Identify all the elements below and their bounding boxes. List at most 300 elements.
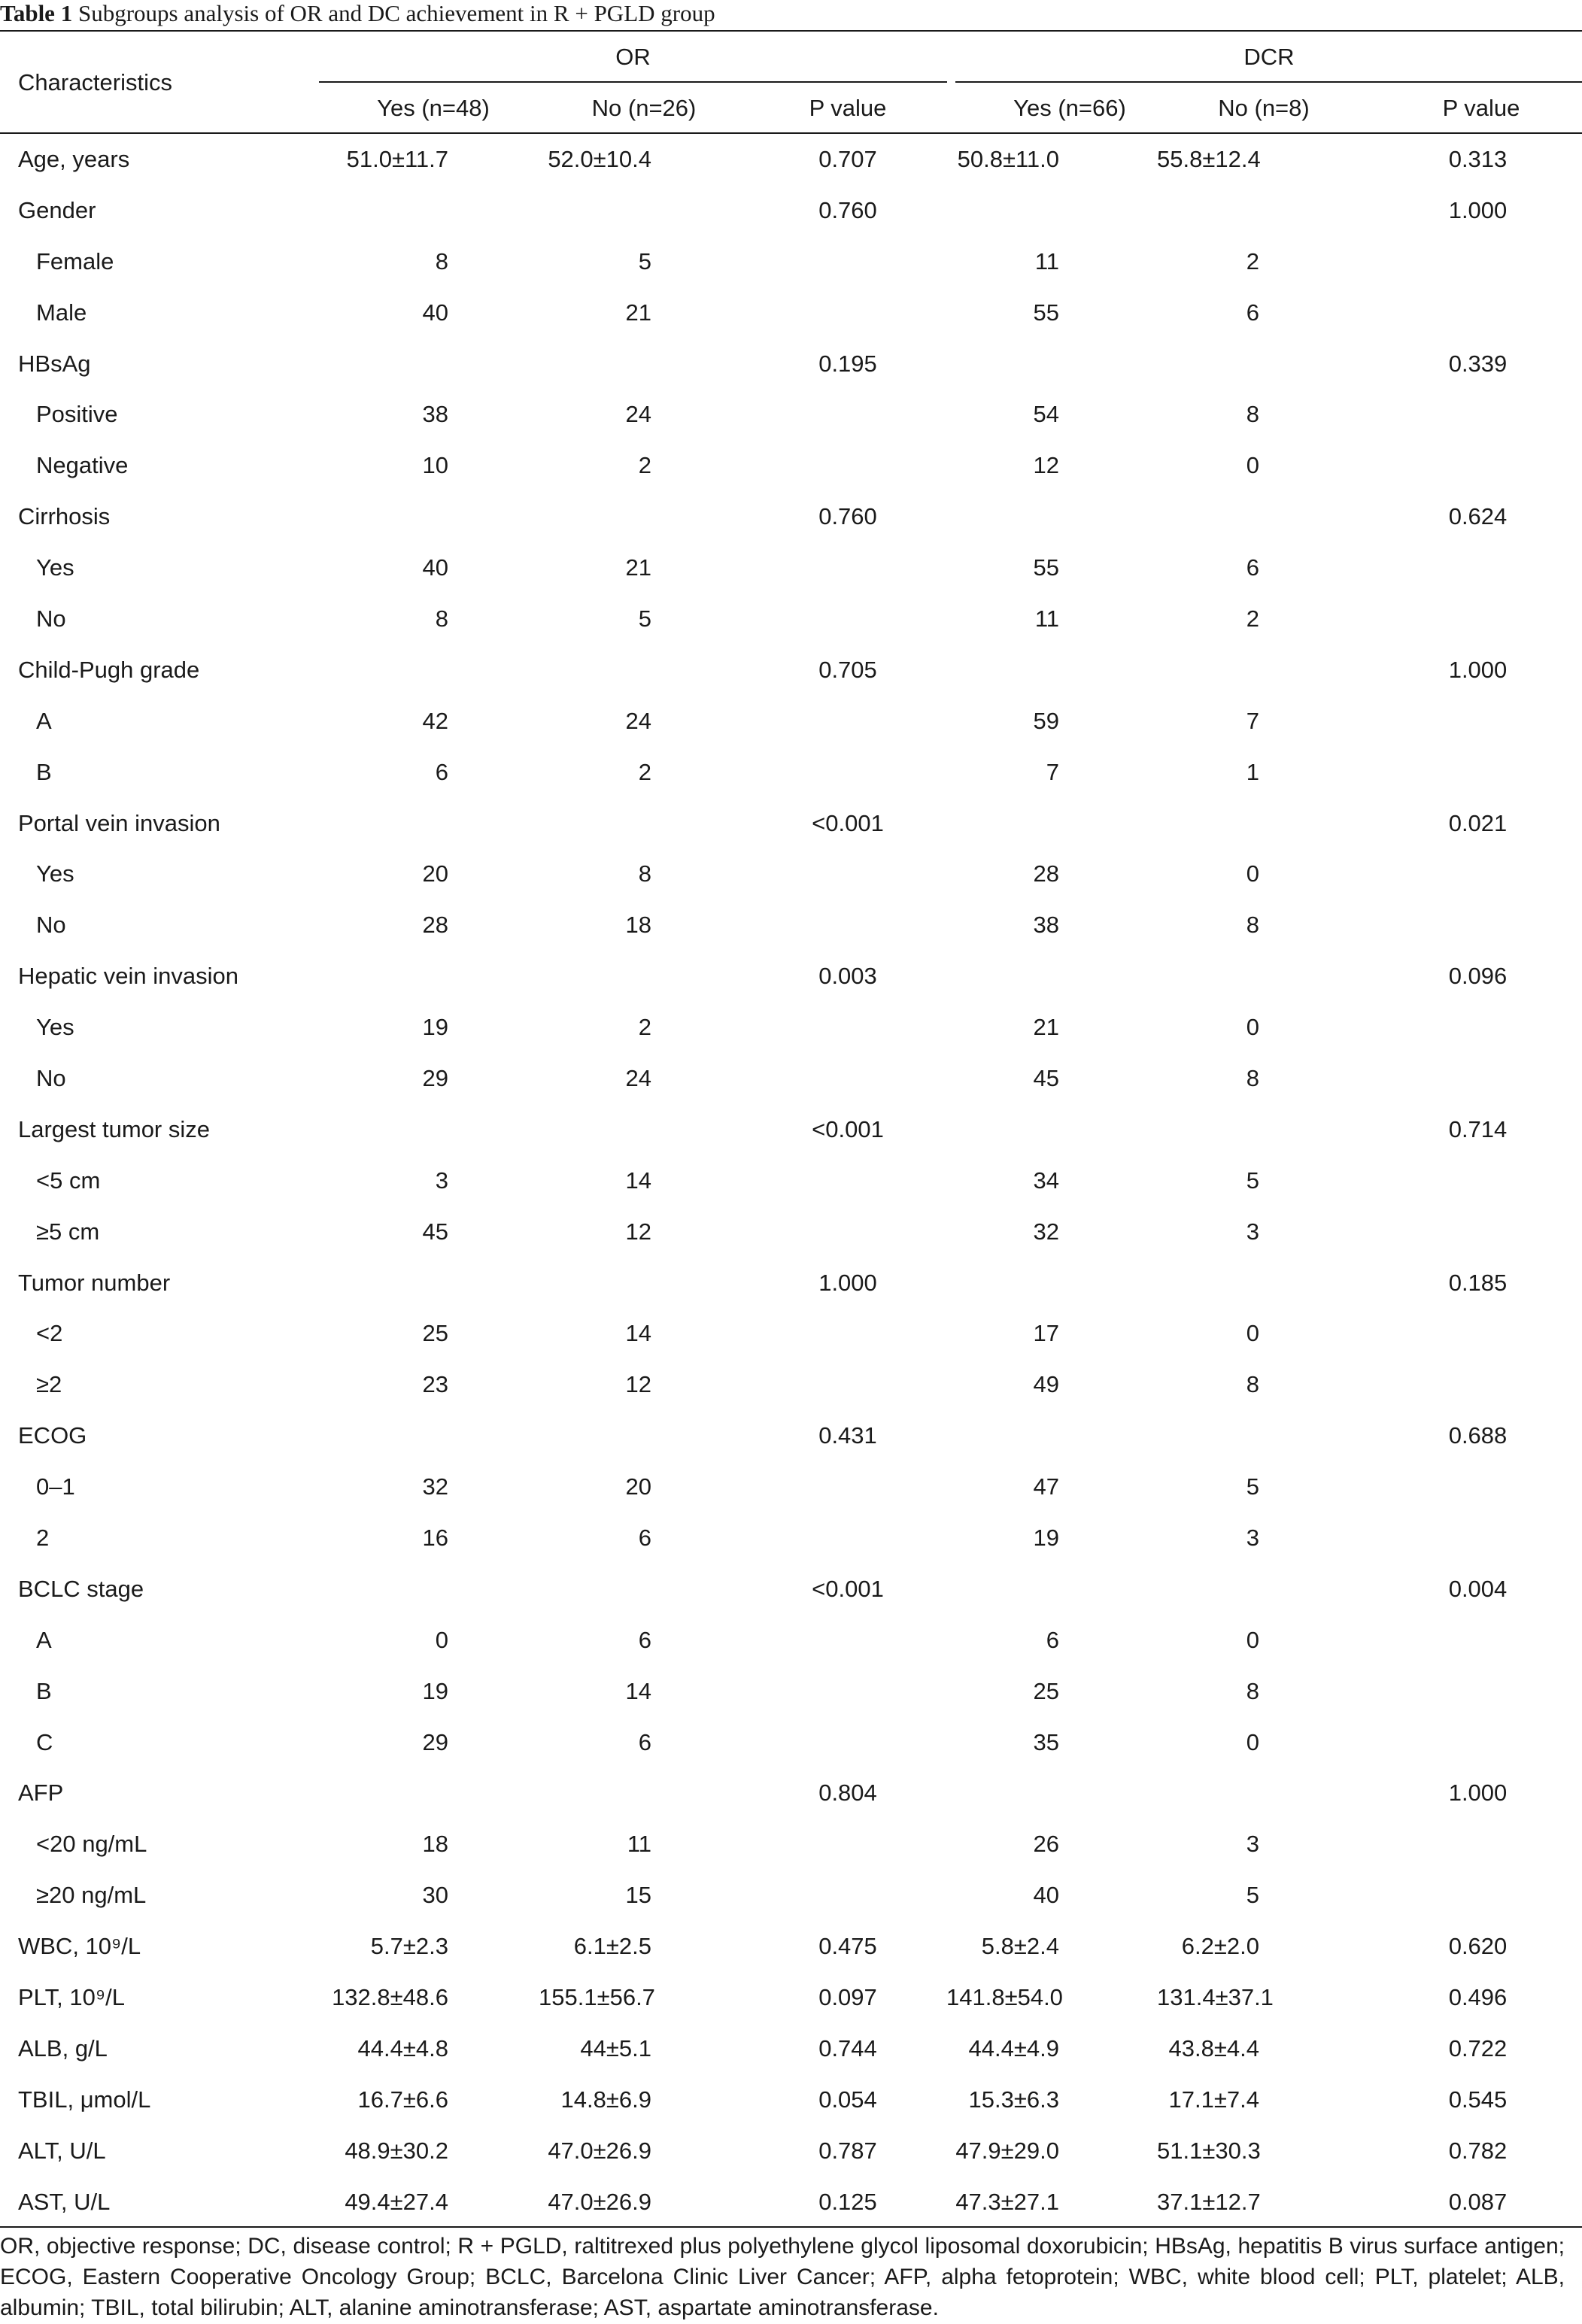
cell-dcr-pvalue: 0.185 (1448, 1269, 1508, 1296)
cell-dcr-no: 8 (1246, 912, 1259, 939)
cell-dcr-no: 37.1±12.7 (1157, 2188, 1261, 2215)
row-label: Yes (36, 554, 74, 581)
cell-or-pvalue: 0.787 (818, 2137, 877, 2164)
cell-dcr-yes: 54 (1033, 401, 1059, 428)
cell-or-yes (319, 1258, 539, 1309)
cell-dcr-no: 0 (1246, 1320, 1259, 1347)
cell-or-yes: 19 (422, 1014, 448, 1041)
cell-or-pvalue (749, 747, 946, 798)
row-label: Positive (36, 401, 118, 428)
cell-dcr-pvalue (1374, 1666, 1582, 1717)
row-label: TBIL, μmol/L (18, 2086, 151, 2113)
table-row (0, 1717, 1582, 1768)
cell-or-no: 12 (625, 1371, 651, 1398)
cell-dcr-no (1157, 798, 1374, 849)
cell-or-yes: 40 (422, 554, 448, 581)
cell-or-yes (319, 491, 539, 542)
cell-dcr-yes: 34 (1033, 1167, 1059, 1194)
cell-dcr-no: 43.8±4.4 (1168, 2034, 1259, 2062)
cell-or-yes (319, 1410, 539, 1461)
cell-or-no: 6.1±2.5 (573, 1933, 651, 1960)
cell-or-yes (319, 951, 539, 1002)
cell-or-yes: 45 (422, 1218, 448, 1245)
cell-or-pvalue: <0.001 (812, 1575, 884, 1602)
cell-dcr-no: 8 (1246, 401, 1259, 428)
cell-dcr-pvalue (1374, 1870, 1582, 1921)
cell-or-pvalue: 0.003 (818, 963, 877, 990)
table-footnote: OR, objective response; DC, disease control; R + PGLD, raltitrexed plus polyethylene glycol liposomal doxorubicin; HBsAg, hepatitis B virus surface antigen; ECOG, Eastern Cooperative Oncology Group; BCLC, Barcelona Clinic Liver Cancer; AFP, alpha fetoprotein; WBC, white blood cell; PLT, platelet; ALB, albumin; TBIL, total bilirubin; ALT, alanine aminotransferase; AST, aspartate aminotransferase. (0, 2234, 1565, 2320)
cell-dcr-no: 51.1±30.3 (1157, 2137, 1261, 2164)
cell-dcr-no: 6.2±2.0 (1181, 1933, 1259, 1960)
table-caption (0, 0, 1582, 27)
dcr-group-rule (955, 81, 1582, 83)
cell-dcr-no: 2 (1246, 247, 1259, 275)
cell-or-yes: 30 (422, 1882, 448, 1909)
cell-or-no: 52.0±10.4 (548, 145, 651, 172)
cell-dcr-pvalue (1374, 1615, 1582, 1666)
cell-dcr-pvalue (1374, 747, 1582, 798)
cell-dcr-yes: 47.3±27.1 (955, 2188, 1059, 2215)
cell-dcr-yes: 21 (1033, 1014, 1059, 1041)
table-row (0, 1308, 1582, 1359)
cell-dcr-pvalue (1374, 848, 1582, 900)
cell-dcr-no (1157, 1564, 1374, 1615)
cell-or-no: 14 (625, 1320, 651, 1347)
cell-dcr-no: 3 (1246, 1831, 1259, 1858)
cell-or-no (539, 491, 749, 542)
row-label: ECOG (18, 1422, 87, 1449)
cell-dcr-yes: 25 (1033, 1677, 1059, 1704)
cell-dcr-no: 3 (1246, 1524, 1259, 1551)
cell-dcr-pvalue (1374, 1359, 1582, 1410)
cell-or-no: 6 (638, 1524, 651, 1551)
cell-or-no: 155.1±56.7 (539, 1984, 655, 2010)
row-label: <5 cm (36, 1167, 101, 1194)
cell-or-no: 24 (625, 1064, 651, 1091)
cell-dcr-no: 0 (1246, 452, 1259, 479)
cell-dcr-no: 2 (1246, 605, 1259, 632)
cell-dcr-no: 0 (1246, 1626, 1259, 1653)
cell-dcr-no: 6 (1246, 554, 1259, 581)
cell-dcr-yes: 35 (1033, 1728, 1059, 1755)
cell-dcr-yes (946, 1258, 1157, 1309)
table-row (0, 2177, 1582, 2228)
cell-dcr-yes: 6 (1046, 1626, 1059, 1653)
cell-dcr-pvalue: 0.545 (1448, 2086, 1508, 2113)
table-row (0, 1002, 1582, 1053)
cell-or-no: 20 (625, 1473, 651, 1500)
table-row (0, 798, 1582, 849)
row-label: <20 ng/mL (36, 1831, 147, 1858)
cell-dcr-yes (946, 1564, 1157, 1615)
table-row (0, 848, 1582, 900)
table-row (0, 1819, 1582, 1870)
or-group-rule (319, 81, 947, 83)
cell-or-pvalue (749, 696, 946, 747)
table-row (0, 440, 1582, 491)
table-row (0, 185, 1582, 236)
cell-dcr-yes (946, 491, 1157, 542)
cell-dcr-no: 7 (1246, 707, 1259, 734)
cell-or-no (539, 1768, 749, 1819)
cell-dcr-yes: 45 (1033, 1064, 1059, 1091)
table-caption-label: Table 1 (0, 0, 73, 26)
cell-dcr-no: 5 (1246, 1882, 1259, 1909)
cell-dcr-no: 8 (1246, 1371, 1259, 1398)
cell-or-pvalue: <0.001 (812, 1115, 884, 1142)
table-row (0, 236, 1582, 287)
cell-or-pvalue: 0.760 (818, 503, 877, 530)
cell-or-no: 24 (625, 707, 651, 734)
cell-dcr-no (1157, 1410, 1374, 1461)
cell-or-pvalue: <0.001 (812, 809, 884, 836)
cell-dcr-pvalue: 1.000 (1448, 656, 1508, 683)
cell-dcr-no: 5 (1246, 1473, 1259, 1500)
header-or-pvalue: P value (809, 95, 887, 121)
cell-dcr-no: 8 (1246, 1064, 1259, 1091)
cell-or-no: 5 (638, 605, 651, 632)
row-label: Yes (36, 1014, 74, 1041)
cell-or-no: 15 (625, 1882, 651, 1909)
row-label: Largest tumor size (18, 1115, 210, 1142)
cell-or-yes: 29 (422, 1728, 448, 1755)
table-row (0, 1564, 1582, 1615)
cell-or-yes: 19 (422, 1677, 448, 1704)
cell-or-pvalue (749, 440, 946, 491)
row-label: Female (36, 247, 114, 275)
cell-dcr-pvalue: 0.313 (1448, 145, 1508, 172)
cell-or-yes: 49.4±27.4 (345, 2188, 448, 2215)
cell-or-yes (319, 1768, 539, 1819)
cell-dcr-yes: 38 (1033, 912, 1059, 939)
cell-or-no (539, 798, 749, 849)
cell-or-yes: 0 (435, 1626, 448, 1653)
header-dcr-yes: Yes (n=66) (1013, 95, 1126, 121)
cell-dcr-pvalue: 0.021 (1448, 809, 1508, 836)
table-row (0, 134, 1582, 185)
cell-dcr-pvalue (1374, 542, 1582, 593)
row-label: HBsAg (18, 350, 91, 377)
cell-dcr-yes: 11 (1034, 605, 1059, 632)
cell-dcr-no (1157, 645, 1374, 696)
cell-dcr-no (1157, 951, 1374, 1002)
cell-or-pvalue: 0.054 (818, 2086, 877, 2113)
cell-or-no (539, 338, 749, 390)
cell-dcr-yes (946, 338, 1157, 390)
cell-or-no: 6 (638, 1626, 651, 1653)
cell-or-pvalue: 1.000 (818, 1269, 877, 1296)
cell-dcr-yes: 49 (1033, 1371, 1059, 1398)
table-row (0, 900, 1582, 951)
cell-or-pvalue: 0.195 (818, 350, 877, 377)
cell-dcr-pvalue: 0.624 (1448, 503, 1508, 530)
cell-or-pvalue (749, 1666, 946, 1717)
cell-dcr-pvalue (1374, 1461, 1582, 1512)
row-label: No (36, 605, 66, 632)
cell-dcr-pvalue (1374, 236, 1582, 287)
cell-or-yes: 8 (435, 605, 448, 632)
cell-dcr-no (1157, 1258, 1374, 1309)
cell-dcr-yes: 5.8±2.4 (981, 1933, 1059, 1960)
table-row (0, 1461, 1582, 1512)
cell-or-pvalue (749, 593, 946, 645)
table-row (0, 1512, 1582, 1564)
cell-or-pvalue (749, 1053, 946, 1104)
cell-or-no: 5 (638, 247, 651, 275)
cell-or-yes: 16.7±6.6 (357, 2086, 448, 2113)
cell-or-pvalue (749, 1819, 946, 1870)
row-label: AST, U/L (18, 2188, 111, 2215)
table-row (0, 1972, 1582, 2023)
cell-dcr-yes (946, 1104, 1157, 1155)
cell-dcr-no (1157, 491, 1374, 542)
cell-dcr-pvalue (1374, 1717, 1582, 1768)
cell-or-yes: 40 (422, 299, 448, 326)
cell-or-pvalue (749, 1002, 946, 1053)
header-or-yes: Yes (n=48) (377, 95, 490, 121)
cell-or-no: 2 (638, 758, 651, 785)
cell-dcr-yes: 28 (1033, 860, 1059, 887)
cell-dcr-yes: 59 (1033, 707, 1059, 734)
cell-or-yes: 18 (422, 1831, 448, 1858)
cell-or-pvalue: 0.097 (818, 1984, 877, 2010)
row-label: No (36, 912, 66, 939)
cell-or-no: 8 (638, 860, 651, 887)
cell-or-pvalue: 0.431 (818, 1422, 877, 1449)
cell-or-pvalue (749, 1512, 946, 1564)
cell-or-no (539, 1564, 749, 1615)
row-label: BCLC stage (18, 1575, 144, 1602)
table-row (0, 2125, 1582, 2177)
row-label: PLT, 10⁹/L (18, 1984, 125, 2010)
cell-or-yes: 8 (435, 247, 448, 275)
cell-dcr-pvalue: 1.000 (1448, 1779, 1508, 1807)
cell-dcr-yes: 47.9±29.0 (955, 2137, 1059, 2164)
cell-dcr-pvalue: 0.620 (1448, 1933, 1508, 1960)
table-row (0, 1666, 1582, 1717)
cell-or-yes: 5.7±2.3 (370, 1933, 448, 1960)
cell-dcr-no: 6 (1246, 299, 1259, 326)
cell-dcr-pvalue: 0.496 (1448, 1984, 1508, 2010)
cell-dcr-no: 0 (1246, 1728, 1259, 1755)
cell-dcr-pvalue (1374, 593, 1582, 645)
cell-or-yes (319, 1104, 539, 1155)
cell-or-pvalue: 0.760 (818, 196, 877, 223)
cell-dcr-pvalue (1374, 1512, 1582, 1564)
cell-dcr-yes: 26 (1033, 1831, 1059, 1858)
cell-dcr-pvalue: 0.339 (1448, 350, 1508, 377)
row-label: ≥5 cm (36, 1218, 100, 1245)
header-or-no: No (n=26) (591, 95, 697, 121)
cell-or-pvalue: 0.707 (818, 145, 877, 172)
header-dcr-no: No (n=8) (1218, 95, 1310, 121)
table-row (0, 1921, 1582, 1972)
row-label: WBC, 10⁹/L (18, 1933, 141, 1960)
cell-dcr-pvalue: 0.722 (1448, 2034, 1508, 2062)
cell-dcr-pvalue (1374, 1002, 1582, 1053)
cell-dcr-yes: 19 (1033, 1524, 1059, 1551)
cell-or-no: 24 (625, 401, 651, 428)
table-row (0, 951, 1582, 1002)
table-row (0, 1104, 1582, 1155)
row-label: ALB, g/L (18, 2034, 108, 2062)
cell-dcr-yes (946, 1410, 1157, 1461)
cell-dcr-pvalue (1374, 696, 1582, 747)
cell-or-pvalue: 0.125 (818, 2188, 877, 2215)
cell-or-yes: 51.0±11.7 (346, 145, 448, 172)
cell-or-no (539, 1104, 749, 1155)
cell-or-no: 14.8±6.9 (560, 2086, 651, 2113)
cell-dcr-yes (946, 185, 1157, 236)
header-group-or: OR (615, 44, 651, 70)
cell-dcr-pvalue: 0.004 (1448, 1575, 1508, 1602)
row-label: Male (36, 299, 87, 326)
cell-dcr-yes: 47 (1033, 1473, 1059, 1500)
row-label: Gender (18, 196, 96, 223)
table-row (0, 1155, 1582, 1206)
cell-or-yes: 20 (422, 860, 448, 887)
row-label: 2 (36, 1524, 50, 1551)
row-label: A (36, 1626, 52, 1653)
row-label: Tumor number (18, 1269, 171, 1296)
cell-or-no (539, 951, 749, 1002)
cell-or-pvalue (749, 900, 946, 951)
cell-or-pvalue (749, 542, 946, 593)
cell-dcr-yes: 17 (1033, 1320, 1059, 1347)
cell-or-no: 11 (627, 1831, 651, 1858)
cell-dcr-no: 0 (1246, 860, 1259, 887)
cell-or-pvalue: 0.804 (818, 1779, 877, 1807)
cell-or-yes: 44.4±4.8 (357, 2034, 448, 2062)
row-label: Negative (36, 452, 129, 479)
cell-dcr-yes: 12 (1033, 452, 1059, 479)
cell-dcr-pvalue (1374, 1053, 1582, 1104)
cell-or-yes (319, 185, 539, 236)
table-row (0, 1359, 1582, 1410)
cell-or-no: 14 (625, 1167, 651, 1194)
cell-dcr-pvalue (1374, 1206, 1582, 1258)
cell-or-yes (319, 1564, 539, 1615)
cell-dcr-yes: 15.3±6.3 (968, 2086, 1059, 2113)
cell-or-no (539, 645, 749, 696)
cell-or-pvalue (749, 236, 946, 287)
cell-dcr-pvalue: 0.688 (1448, 1422, 1508, 1449)
table-row (0, 1870, 1582, 1921)
cell-or-yes: 10 (422, 452, 448, 479)
cell-or-pvalue (749, 1717, 946, 1768)
row-label: ≥2 (36, 1371, 62, 1398)
cell-or-yes: 6 (435, 758, 448, 785)
cell-or-pvalue (749, 1206, 946, 1258)
cell-or-no: 44±5.1 (580, 2034, 651, 2062)
cell-or-yes: 23 (422, 1371, 448, 1398)
row-label: Yes (36, 860, 74, 887)
row-label: Portal vein invasion (18, 809, 220, 836)
cell-or-pvalue (749, 1461, 946, 1512)
table-row (0, 338, 1582, 390)
table-row (0, 696, 1582, 747)
table-row (0, 1258, 1582, 1309)
cell-or-no: 18 (625, 912, 651, 939)
cell-dcr-no (1157, 1768, 1374, 1819)
cell-dcr-no: 0 (1246, 1014, 1259, 1041)
cell-dcr-no: 5 (1246, 1167, 1259, 1194)
header-characteristics: Characteristics (18, 69, 172, 96)
cell-dcr-pvalue: 0.782 (1448, 2137, 1508, 2164)
cell-dcr-yes (946, 798, 1157, 849)
cell-dcr-yes: 55 (1033, 299, 1059, 326)
cell-or-no (539, 1258, 749, 1309)
cell-or-yes: 3 (435, 1167, 448, 1194)
cell-or-pvalue (749, 848, 946, 900)
cell-or-yes: 42 (422, 707, 448, 734)
cell-or-yes (319, 798, 539, 849)
top-rule (0, 30, 1582, 32)
row-label: ALT, U/L (18, 2137, 106, 2164)
row-label: B (36, 1677, 52, 1704)
cell-dcr-no: 17.1±7.4 (1168, 2086, 1259, 2113)
header-group-dcr: DCR (1243, 44, 1295, 70)
cell-or-yes: 29 (422, 1064, 448, 1091)
cell-or-yes (319, 645, 539, 696)
table-row (0, 2023, 1582, 2074)
cell-dcr-yes: 141.8±54.0 (946, 1984, 1063, 2010)
cell-or-pvalue (749, 1359, 946, 1410)
row-label: <2 (36, 1320, 63, 1347)
cell-dcr-pvalue: 0.096 (1448, 963, 1508, 990)
row-label: Cirrhosis (18, 503, 111, 530)
cell-or-pvalue (749, 1155, 946, 1206)
cell-or-yes: 32 (422, 1473, 448, 1500)
row-label: A (36, 707, 52, 734)
table-row (0, 1053, 1582, 1104)
cell-dcr-pvalue (1374, 1308, 1582, 1359)
cell-dcr-no: 131.4±37.1 (1157, 1984, 1274, 2010)
cell-or-no: 2 (638, 1014, 651, 1041)
table-row (0, 1206, 1582, 1258)
bottom-rule (0, 2226, 1582, 2228)
cell-dcr-yes: 55 (1033, 554, 1059, 581)
table-row (0, 1615, 1582, 1666)
cell-or-pvalue: 0.705 (818, 656, 877, 683)
cell-dcr-no (1157, 338, 1374, 390)
table-row (0, 389, 1582, 440)
row-label: AFP (18, 1779, 64, 1807)
table-caption-title: Subgroups analysis of OR and DC achievement in R + PGLD group (77, 0, 715, 26)
table-row (0, 2074, 1582, 2125)
table-row (0, 747, 1582, 798)
table-row (0, 1410, 1582, 1461)
table-row (0, 491, 1582, 542)
cell-or-pvalue (749, 1615, 946, 1666)
cell-or-yes: 16 (422, 1524, 448, 1551)
row-label: ≥20 ng/mL (36, 1882, 147, 1909)
cell-dcr-no: 1 (1246, 758, 1259, 785)
cell-dcr-yes: 50.8±11.0 (957, 145, 1059, 172)
cell-dcr-yes (946, 951, 1157, 1002)
cell-dcr-yes: 32 (1033, 1218, 1059, 1245)
row-label: No (36, 1064, 66, 1091)
cell-or-no: 47.0±26.9 (548, 2137, 651, 2164)
cell-dcr-no: 55.8±12.4 (1157, 145, 1261, 172)
cell-dcr-yes: 44.4±4.9 (968, 2034, 1059, 2062)
cell-dcr-no (1157, 1104, 1374, 1155)
cell-dcr-pvalue (1374, 440, 1582, 491)
table-row (0, 645, 1582, 696)
cell-dcr-pvalue (1374, 389, 1582, 440)
cell-dcr-yes: 40 (1033, 1882, 1059, 1909)
table-row (0, 542, 1582, 593)
